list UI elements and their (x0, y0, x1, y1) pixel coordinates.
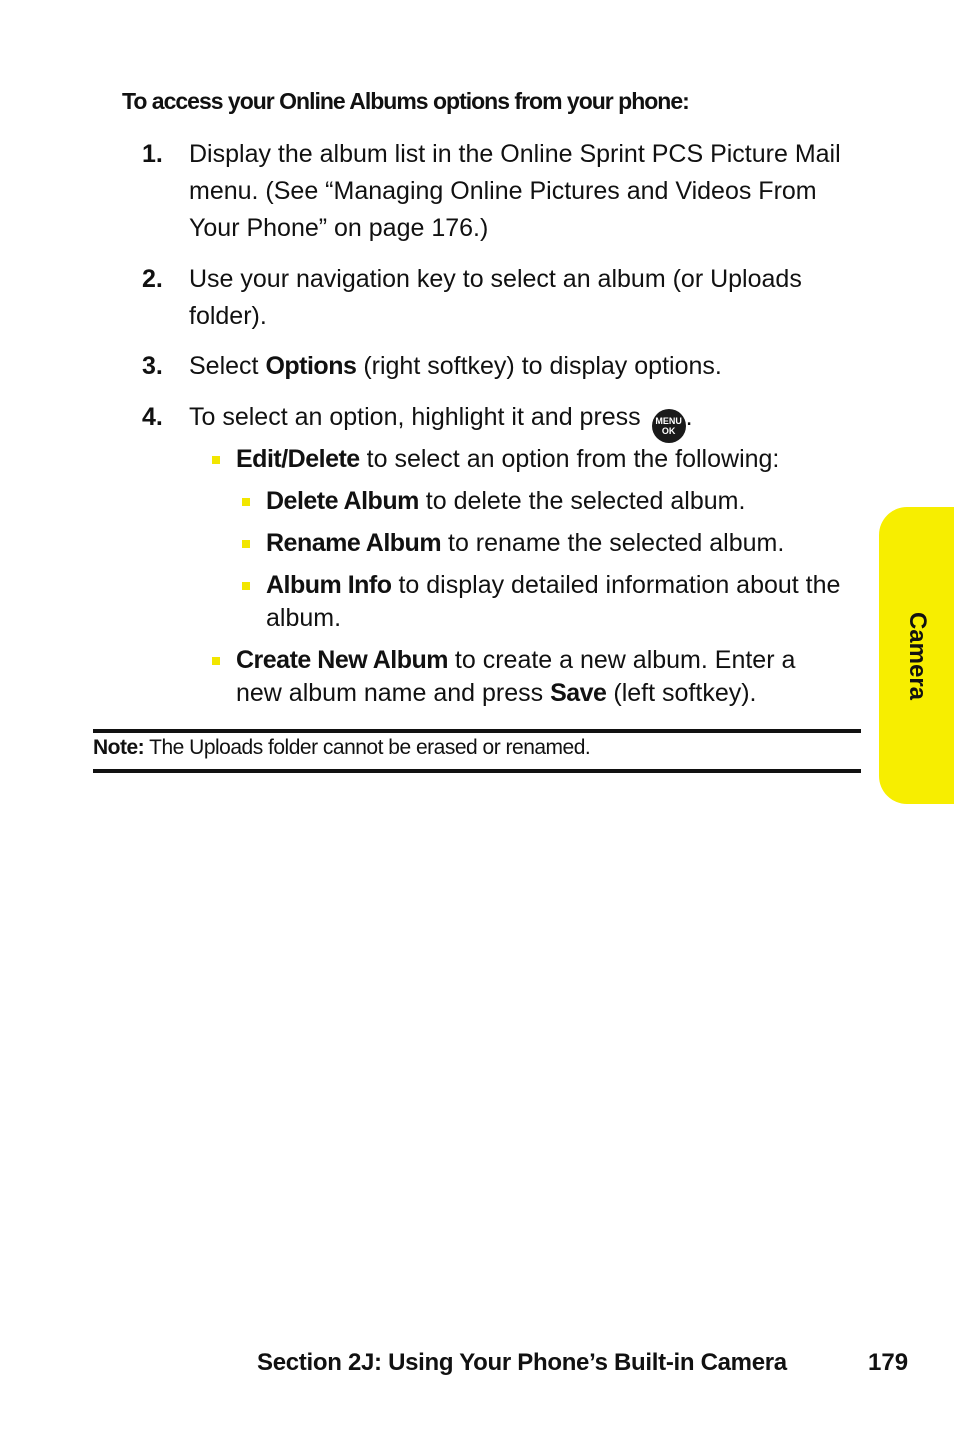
procedure-heading: To access your Online Albums options from your phone: (122, 88, 689, 114)
step-4 (142, 399, 862, 443)
step-text: Use your navigation key to select an album (or Uploads folder). (189, 265, 802, 330)
save-softkey-label: Save (550, 679, 607, 707)
option-desc: to select an option from the following: (359, 445, 780, 473)
bullet-icon (242, 582, 250, 590)
step-number: 4. (142, 403, 163, 431)
step-number: 3. (142, 352, 163, 380)
option-text (266, 569, 852, 635)
option-desc: to create a new album. Enter a new album name and press (236, 646, 796, 707)
option-desc: to display detailed information about the album. (266, 571, 841, 632)
bullet-icon (212, 456, 220, 464)
bullet-icon (242, 498, 250, 506)
menu-key-line1: MENU (655, 416, 682, 426)
option-label: Album Info (266, 571, 392, 599)
menu-key-line2: OK (661, 426, 676, 436)
step-text: Display the album list in the Online Sprint PCS Picture Mail menu. (See “Managing Online Pictures and Videos From Your Phone” on page 176.) (189, 140, 841, 242)
note (93, 736, 590, 760)
step-2 (142, 261, 862, 335)
suboption-delete-album (242, 485, 852, 518)
bullet-icon (242, 540, 250, 548)
note-text: The Uploads folder cannot be erased or renamed. (144, 736, 591, 759)
step-text-part: To select an option, highlight it and press (189, 403, 641, 431)
option-desc: (left softkey). (606, 679, 757, 707)
option-text (236, 443, 779, 476)
note-top-rule (93, 729, 861, 733)
suboption-album-info (242, 569, 852, 635)
option-text (266, 527, 784, 560)
side-tab-label: Camera (903, 611, 931, 700)
option-desc: to rename the selected album. (441, 529, 785, 557)
option-label: Edit/Delete (236, 445, 360, 473)
footer-section-title: Section 2J: Using Your Phone’s Built-in Camera (257, 1349, 787, 1376)
step-text-part: Select (189, 352, 266, 380)
option-label: Create New Album (236, 646, 448, 674)
step-text (189, 399, 862, 443)
option-edit-delete (212, 443, 852, 476)
step-1 (142, 136, 862, 247)
option-desc: to delete the selected album. (418, 487, 746, 515)
step-number: 1. (142, 140, 163, 168)
option-text (266, 485, 745, 518)
option-create-new-album (212, 644, 822, 710)
step-text (189, 348, 862, 385)
step-3 (142, 348, 862, 385)
menu-ok-key-icon (652, 409, 686, 443)
section-side-tab (879, 507, 954, 804)
step-text-part: . (685, 403, 693, 431)
note-label: Note: (93, 736, 145, 759)
suboption-rename-album (242, 527, 852, 560)
note-bottom-rule (93, 769, 861, 773)
option-text (236, 644, 822, 710)
options-softkey-label: Options (265, 352, 357, 380)
option-label: Delete Album (266, 487, 419, 515)
page-number: 179 (868, 1349, 909, 1376)
bullet-icon (212, 657, 220, 665)
option-label: Rename Album (266, 529, 442, 557)
step-text-part: (right softkey) to display options. (356, 352, 722, 380)
step-number: 2. (142, 265, 163, 293)
